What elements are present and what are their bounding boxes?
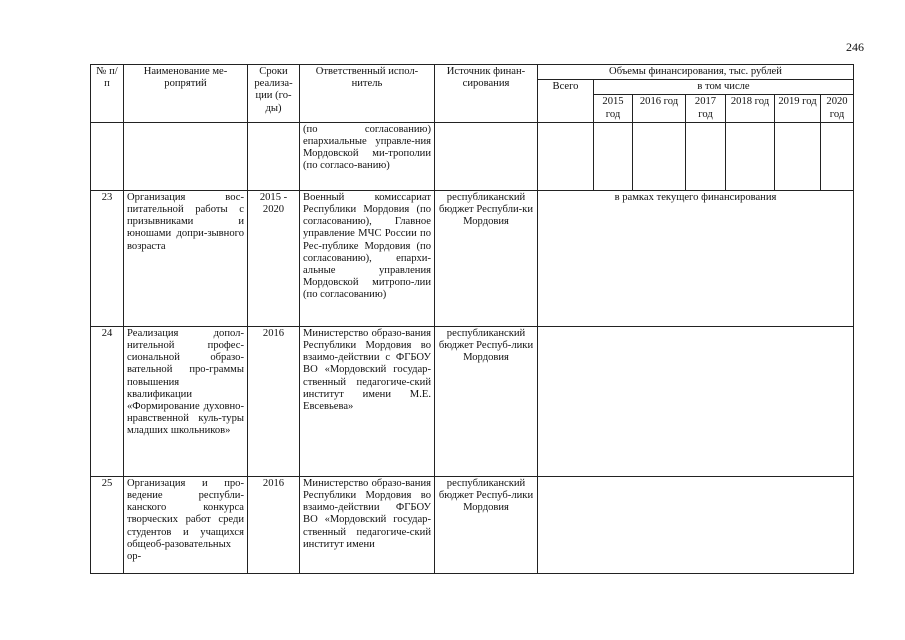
row-year-value (821, 122, 854, 190)
row-name: Реализация допол-нительной профес-сиональной образо-вательной про-граммы повышения квалификации «Формирование духовно-нравственной куль-туры младших школьников» (124, 326, 248, 476)
row-name: Организация вос-питательной работы с призывниками и юношами допри-зывного возраста (124, 190, 248, 326)
row-funding-note (538, 476, 854, 573)
header-source: Источник финан-сирования (435, 65, 538, 123)
row-year-value (726, 122, 775, 190)
table-row (91, 326, 854, 476)
header-year: 2018 год (726, 95, 775, 122)
row-source: республиканский бюджет Респуб-лики Мордовия (435, 476, 538, 573)
header-executor: Ответственный испол-нитель (300, 65, 435, 123)
row-executor: Военный комиссариат Республики Мордовия (по согласованию), Главное управление МЧС России по Рес-публике Мордовия (по согласованию), епархи-альные управления Мордовской митропо-лии (по согласованию) (300, 190, 435, 326)
table-header-row (91, 65, 854, 80)
row-funding-note: в рамках текущего финансирования (538, 190, 854, 326)
row-source: республиканский бюджет Респуб-лики Мордовия (435, 326, 538, 476)
header-including: в том числе (594, 80, 854, 95)
row-terms: 2016 (248, 476, 300, 573)
row-name (124, 122, 248, 190)
row-num: 24 (91, 326, 124, 476)
row-funding-note (538, 326, 854, 476)
row-terms: 2015 - 2020 (248, 190, 300, 326)
header-year: 2016 год (633, 95, 686, 122)
row-num: 25 (91, 476, 124, 573)
header-year: 2020 год (821, 95, 854, 122)
row-source (435, 122, 538, 190)
row-executor: Министерство образо-вания Республики Мордовия во взаимо-действии с ФГБОУ ВО «Мордовский государ-ственный педагогиче-ский институт имени М.Е. Евсевьева» (300, 326, 435, 476)
row-terms: 2016 (248, 326, 300, 476)
row-num (91, 122, 124, 190)
row-year-value (594, 122, 633, 190)
action-plan-table (90, 64, 854, 574)
table-row (91, 190, 854, 326)
row-terms (248, 122, 300, 190)
header-funding: Объемы финансирования, тыс. рублей (538, 65, 854, 80)
header-num: № п/п (91, 65, 124, 123)
row-year-value (775, 122, 821, 190)
row-executor: (по согласованию) епархиальные управле-ния Мордовской ми-трополии (по согласо-ванию) (300, 122, 435, 190)
row-source: республиканский бюджет Республи-ки Мордовия (435, 190, 538, 326)
header-year: 2017 год (686, 95, 726, 122)
row-year-value (686, 122, 726, 190)
table-row (91, 122, 854, 190)
row-name: Организация и про-ведение республи-канского конкурса творческих работ среди студентов и учащихся общеоб-разовательных ор- (124, 476, 248, 573)
header-total: Всего (538, 80, 594, 123)
header-terms: Сроки реализа-ции (го-ды) (248, 65, 300, 123)
row-total (538, 122, 594, 190)
table-row (91, 476, 854, 573)
header-year: 2015 год (594, 95, 633, 122)
row-num: 23 (91, 190, 124, 326)
header-year: 2019 год (775, 95, 821, 122)
row-executor: Министерство образо-вания Республики Мордовия во взаимо-действии ФГБОУ ВО «Мордовский государ-ственный педагогиче-ский институт имени (300, 476, 435, 573)
header-name: Наименование ме-ропрятий (124, 65, 248, 123)
row-year-value (633, 122, 686, 190)
page-number: 246 (846, 40, 864, 54)
